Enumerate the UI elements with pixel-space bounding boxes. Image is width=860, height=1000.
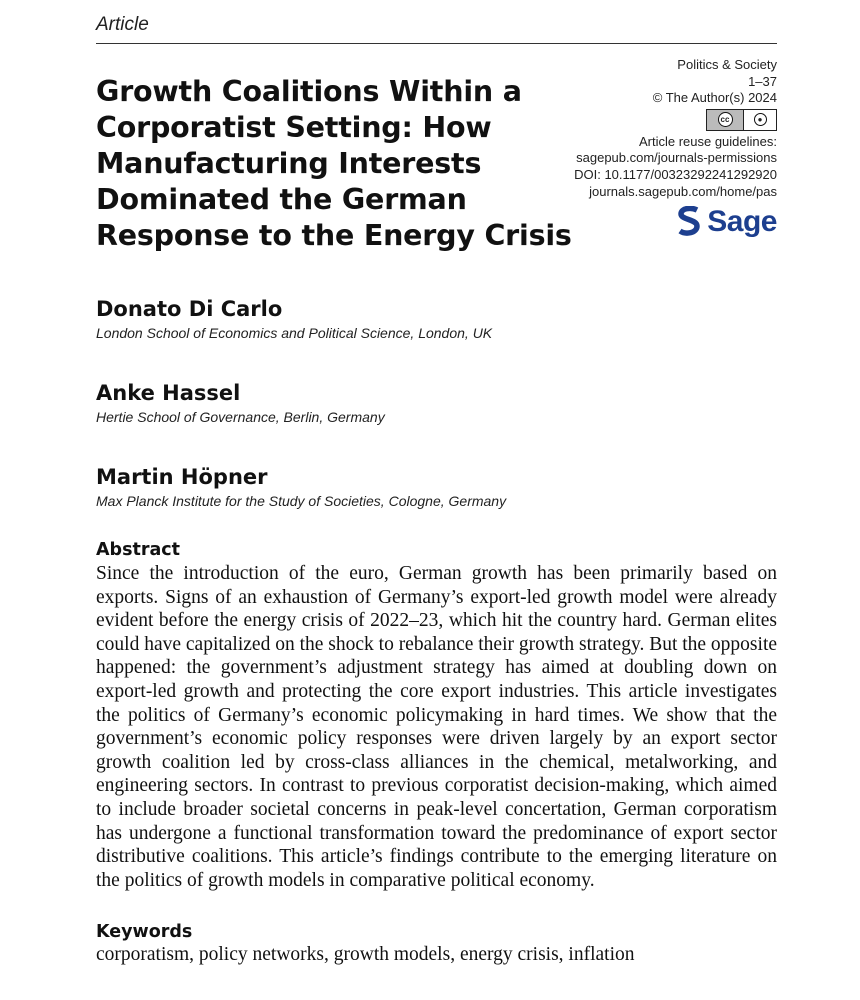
title-line: Manufacturing Interests [96, 147, 482, 180]
journal-name: Politics & Society [677, 57, 777, 72]
author-block [96, 465, 506, 509]
journal-link[interactable]: journals.sagepub.com/home/pas [589, 183, 777, 199]
title-line: Corporatist Setting: How [96, 111, 492, 144]
copyright: © The Author(s) 2024 [652, 90, 777, 106]
author-block [96, 297, 492, 341]
keywords-section [96, 922, 777, 966]
abstract-text: Since the introduction of the euro, German growth has been primarily based on exports. Signs of an exhaustion of Germany’s export-led growth model were already evident before the energy crisis of 2022–23, which hit the country hard. German elites could have capitalized on the shock to rebalance their growth strategy. But the opposite happened: the government’s adjustment strategy has aimed at doubling down on export-led growth and protecting the core export industries. This article investigates the politics of Germany’s economic policymaking in hard times. We show that the government’s economic policy responses were driven largely by an export sector growth coalition led by cross-class alliances in the chemical, metalworking, and engineering sectors. In contrast to previous corporatist decision-making, which aimed to include broader societal concerns in peak-level concertation, German corporatism has undergone a functional transformation toward the predominance of export sector distributive coalitions. This article’s findings contribute to the emerging literature on the politics of growth models in comparative political economy. [96, 563, 778, 891]
author-affiliation: Max Planck Institute for the Study of Societies, Cologne, Germany [96, 493, 507, 509]
title-line: Dominated the German [96, 183, 467, 216]
title-line: Growth Coalitions Within a [96, 75, 522, 108]
author-name: Anke Hassel [96, 381, 241, 405]
keywords-text: corporatism, policy networks, growth models, energy crisis, inflation [96, 944, 635, 965]
sage-s-icon [677, 206, 701, 238]
abstract-heading: Abstract [96, 540, 181, 560]
keywords-heading: Keywords [96, 922, 193, 942]
sage-logo [677, 206, 777, 238]
reuse-label: Article reuse guidelines: [638, 133, 777, 149]
article-title [96, 74, 572, 254]
header-rule [96, 43, 777, 44]
author-block [96, 381, 385, 425]
publication-meta [517, 57, 777, 243]
author-affiliation: Hertie School of Governance, Berlin, Germany [96, 409, 385, 425]
publisher-name: Sage [707, 204, 777, 238]
title-line: Response to the Energy Crisis [96, 219, 572, 252]
author-affiliation: London School of Economics and Political Science, London, UK [96, 325, 493, 341]
permissions-link[interactable]: sagepub.com/journals-permissions [576, 150, 777, 166]
author-name: Martin Höpner [96, 465, 268, 489]
author-name: Donato Di Carlo [96, 297, 283, 321]
article-type-label: Article [96, 14, 149, 35]
abstract-section [96, 540, 777, 892]
doi[interactable]: DOI: 10.1177/00323292241292920 [574, 166, 777, 182]
page-range: 1–37 [748, 73, 777, 89]
cc-by-icon[interactable]: cc ● [706, 109, 777, 131]
